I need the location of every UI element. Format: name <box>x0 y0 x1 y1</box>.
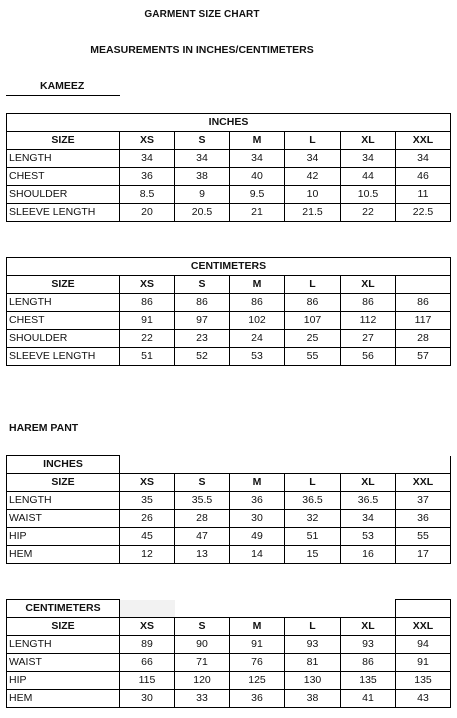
row-label: LENGTH <box>7 150 120 168</box>
cell: 15 <box>285 546 341 564</box>
size-xl: XL <box>341 132 396 150</box>
cell: 34 <box>120 150 175 168</box>
cell: 21 <box>230 204 285 222</box>
cell: 22 <box>120 330 175 348</box>
kameez-centimeters-table <box>6 257 451 366</box>
cell: 86 <box>285 294 341 312</box>
size-blank <box>396 276 451 294</box>
cell: 8.5 <box>120 186 175 204</box>
cell: 33 <box>175 690 230 708</box>
cell: 130 <box>285 672 341 690</box>
size-m: M <box>230 474 285 492</box>
table-row <box>7 312 451 330</box>
cell: 93 <box>341 636 396 654</box>
cell: 43 <box>396 690 451 708</box>
size-m: M <box>230 132 285 150</box>
row-label: WAIST <box>7 510 120 528</box>
cell: 30 <box>120 690 175 708</box>
kameez-inches-table <box>6 113 451 222</box>
size-xs: XS <box>120 474 175 492</box>
size-xxl: XXL <box>396 618 451 636</box>
cell: 36 <box>120 168 175 186</box>
cell: 89 <box>120 636 175 654</box>
table-row <box>7 168 451 186</box>
table-row <box>7 330 451 348</box>
cell: 34 <box>396 150 451 168</box>
cell: 11 <box>396 186 451 204</box>
cell: 117 <box>396 312 451 330</box>
cell: 36 <box>396 510 451 528</box>
cell: 30 <box>230 510 285 528</box>
cell: 51 <box>120 348 175 366</box>
row-label: HEM <box>7 690 120 708</box>
harem-inches-unit: INCHES <box>7 456 120 474</box>
table-row <box>7 150 451 168</box>
cell: 112 <box>341 312 396 330</box>
size-l: L <box>285 276 341 294</box>
size-xxl: XXL <box>396 132 451 150</box>
kameez-inches-header-row <box>7 132 451 150</box>
size-l: L <box>285 132 341 150</box>
size-s: S <box>175 618 230 636</box>
cell: 9.5 <box>230 186 285 204</box>
cell: 36.5 <box>341 492 396 510</box>
harem-inches-header-row <box>7 474 451 492</box>
cell: 86 <box>230 294 285 312</box>
table-row <box>7 672 451 690</box>
kameez-centimeters-header-row <box>7 276 451 294</box>
cell: 20 <box>120 204 175 222</box>
cell: 34 <box>341 510 396 528</box>
cell: 125 <box>230 672 285 690</box>
size-header: SIZE <box>7 474 120 492</box>
cell: 55 <box>285 348 341 366</box>
cell: 46 <box>396 168 451 186</box>
size-xl: XL <box>341 618 396 636</box>
cell: 28 <box>175 510 230 528</box>
cell: 32 <box>285 510 341 528</box>
harem-centimeters-table <box>6 599 451 708</box>
size-xxl: XXL <box>396 474 451 492</box>
row-label: HIP <box>7 672 120 690</box>
cell: 38 <box>285 690 341 708</box>
cell: 12 <box>120 546 175 564</box>
cell: 22 <box>341 204 396 222</box>
cell: 135 <box>396 672 451 690</box>
cell: 86 <box>175 294 230 312</box>
cell: 52 <box>175 348 230 366</box>
size-xl: XL <box>341 276 396 294</box>
table-row <box>7 546 451 564</box>
row-label: HEM <box>7 546 120 564</box>
cell: 90 <box>175 636 230 654</box>
cell: 36 <box>230 492 285 510</box>
cell: 97 <box>175 312 230 330</box>
size-xs: XS <box>120 618 175 636</box>
cell: 102 <box>230 312 285 330</box>
cell: 35.5 <box>175 492 230 510</box>
cell: 91 <box>230 636 285 654</box>
cell: 42 <box>285 168 341 186</box>
cell: 135 <box>341 672 396 690</box>
size-s: S <box>175 132 230 150</box>
cell: 120 <box>175 672 230 690</box>
table-row <box>7 186 451 204</box>
cell: 22.5 <box>396 204 451 222</box>
kameez-section-label: KAMEEZ <box>40 80 85 92</box>
cell: 53 <box>341 528 396 546</box>
size-l: L <box>285 474 341 492</box>
kameez-underline <box>6 95 120 96</box>
table-row <box>7 204 451 222</box>
cell: 107 <box>285 312 341 330</box>
cell: 10 <box>285 186 341 204</box>
cell: 47 <box>175 528 230 546</box>
page-subtitle: MEASUREMENTS IN INCHES/CENTIMETERS <box>90 44 314 56</box>
cell: 17 <box>396 546 451 564</box>
cell: 36.5 <box>285 492 341 510</box>
cell: 24 <box>230 330 285 348</box>
size-s: S <box>175 474 230 492</box>
table-row <box>7 654 451 672</box>
table-row <box>7 528 451 546</box>
cell: 10.5 <box>341 186 396 204</box>
cell: 81 <box>285 654 341 672</box>
size-header: SIZE <box>7 618 120 636</box>
cell: 53 <box>230 348 285 366</box>
cell: 41 <box>341 690 396 708</box>
cell: 37 <box>396 492 451 510</box>
cell: 91 <box>396 654 451 672</box>
cell: 76 <box>230 654 285 672</box>
size-xl: XL <box>341 474 396 492</box>
cell: 86 <box>396 294 451 312</box>
row-label: LENGTH <box>7 636 120 654</box>
cell: 28 <box>396 330 451 348</box>
cell: 57 <box>396 348 451 366</box>
cell: 51 <box>285 528 341 546</box>
size-m: M <box>230 618 285 636</box>
cell: 36 <box>230 690 285 708</box>
cell: 16 <box>341 546 396 564</box>
cell: 21.5 <box>285 204 341 222</box>
cell: 35 <box>120 492 175 510</box>
row-label: SHOULDER <box>7 186 120 204</box>
row-label: HIP <box>7 528 120 546</box>
table-row <box>7 690 451 708</box>
row-label: SLEEVE LENGTH <box>7 348 120 366</box>
size-xs: XS <box>120 276 175 294</box>
cell: 9 <box>175 186 230 204</box>
table-row <box>7 510 451 528</box>
cell: 66 <box>120 654 175 672</box>
harem-centimeters-unit: CENTIMETERS <box>7 600 120 618</box>
harem-centimeters-header-row <box>7 618 451 636</box>
cell: 45 <box>120 528 175 546</box>
row-label: CHEST <box>7 168 120 186</box>
cell: 94 <box>396 636 451 654</box>
cell: 14 <box>230 546 285 564</box>
cell: 86 <box>341 654 396 672</box>
cell: 34 <box>285 150 341 168</box>
cell: 23 <box>175 330 230 348</box>
cell: 49 <box>230 528 285 546</box>
row-label: CHEST <box>7 312 120 330</box>
size-header: SIZE <box>7 132 120 150</box>
cell: 86 <box>120 294 175 312</box>
row-label: SHOULDER <box>7 330 120 348</box>
cell: 115 <box>120 672 175 690</box>
row-label: WAIST <box>7 654 120 672</box>
cell: 20.5 <box>175 204 230 222</box>
cell: 44 <box>341 168 396 186</box>
table-row <box>7 294 451 312</box>
row-label: LENGTH <box>7 294 120 312</box>
cell: 38 <box>175 168 230 186</box>
cell: 26 <box>120 510 175 528</box>
table-row <box>7 492 451 510</box>
cell: 34 <box>341 150 396 168</box>
harem-inches-table <box>6 455 451 564</box>
cell: 56 <box>341 348 396 366</box>
page-title: GARMENT SIZE CHART <box>144 9 260 20</box>
row-label: LENGTH <box>7 492 120 510</box>
size-s: S <box>175 276 230 294</box>
cell: 91 <box>120 312 175 330</box>
size-xs: XS <box>120 132 175 150</box>
table-row <box>7 636 451 654</box>
cell: 71 <box>175 654 230 672</box>
size-m: M <box>230 276 285 294</box>
cell: 13 <box>175 546 230 564</box>
kameez-centimeters-unit: CENTIMETERS <box>7 258 451 276</box>
size-header: SIZE <box>7 276 120 294</box>
cell: 55 <box>396 528 451 546</box>
harem-pant-section-label: HAREM PANT <box>9 422 79 434</box>
kameez-inches-unit: INCHES <box>7 114 451 132</box>
cell: 34 <box>175 150 230 168</box>
cell: 25 <box>285 330 341 348</box>
cell: 27 <box>341 330 396 348</box>
cell: 93 <box>285 636 341 654</box>
cell: 86 <box>341 294 396 312</box>
cell: 40 <box>230 168 285 186</box>
cell: 34 <box>230 150 285 168</box>
row-label: SLEEVE LENGTH <box>7 204 120 222</box>
table-row <box>7 348 451 366</box>
size-l: L <box>285 618 341 636</box>
